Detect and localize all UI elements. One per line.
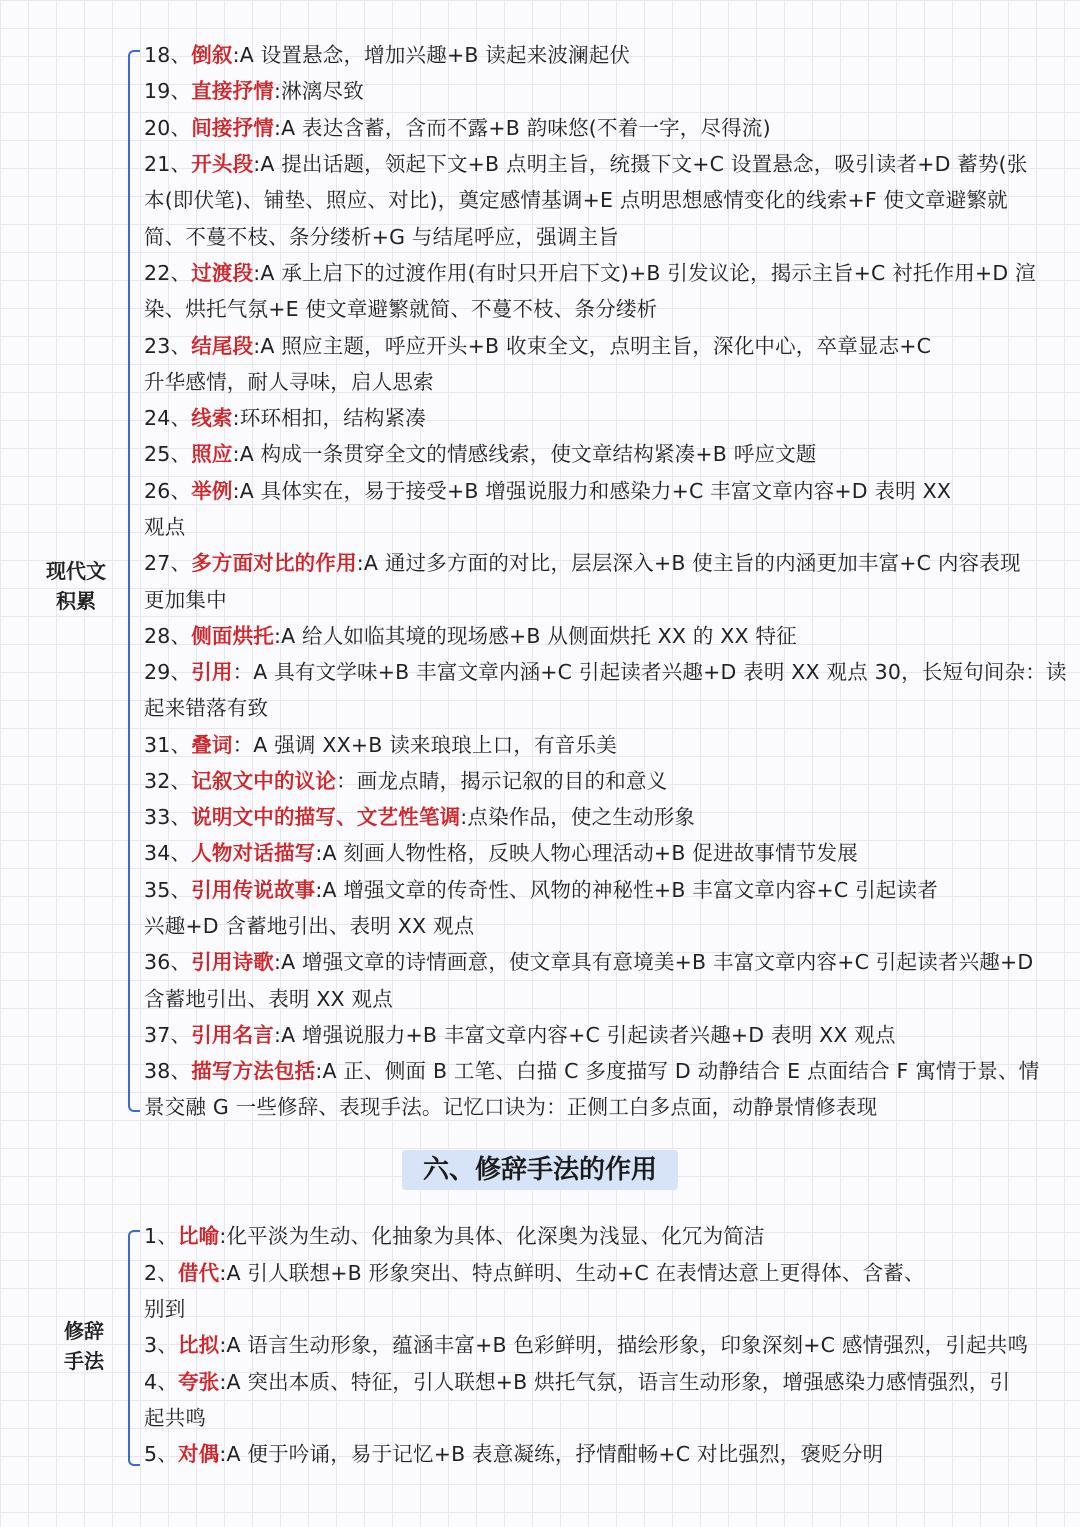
list-item xyxy=(144,1436,883,1472)
item-term: 开头段 xyxy=(191,152,254,176)
list-item xyxy=(144,328,931,364)
list-item xyxy=(144,473,951,509)
item-description: :A 突出本质、特征，引人联想+B 烘托气氛，语言生动形象，增强感染力感情强烈，引 xyxy=(219,1370,1011,1394)
item-term: 叠词 xyxy=(191,733,233,757)
item-description: :A 增强说服力+B 丰富文章内容+C 引起读者兴趣+D 表明 XX 观点 xyxy=(274,1023,896,1047)
section-title: 六、修辞手法的作用 xyxy=(402,1150,678,1190)
item-description: 含蓄地引出、表明 XX 观点 xyxy=(144,987,393,1011)
group-label-rhetoric xyxy=(44,1316,124,1376)
list-item xyxy=(144,1255,925,1291)
item-description: ：画龙点睛，揭示记叙的目的和意义 xyxy=(336,769,668,793)
list-item xyxy=(144,73,364,109)
item-term: 描写方法包括 xyxy=(191,1059,316,1083)
item-description: :A 承上启下的过渡作用(有时只开启下文)+B 引发议论，揭示主旨+C 衬托作用+D 渲 xyxy=(253,261,1036,285)
item-number: 5、 xyxy=(144,1442,178,1466)
group-bracket-modern xyxy=(128,50,140,1112)
item-number: 38、 xyxy=(144,1059,192,1083)
item-description: :点染作品，使之生动形象 xyxy=(460,805,696,829)
list-item-continued xyxy=(144,908,474,944)
item-term: 倒叙 xyxy=(191,43,233,67)
group-label-rhetoric-line1: 修辞 xyxy=(64,1319,104,1343)
item-number: 26、 xyxy=(144,479,192,503)
item-term: 多方面对比的作用 xyxy=(191,551,357,575)
item-description: :A 通过多方面的对比，层层深入+B 使主旨的内涵更加丰富+C 内容表现 xyxy=(356,551,1021,575)
item-number: 3、 xyxy=(144,1333,178,1357)
item-description: :A 构成一条贯穿全文的情感线索，使文章结构紧凑+B 呼应文题 xyxy=(232,442,817,466)
item-term: 说明文中的描写、文艺性笔调 xyxy=(191,805,461,829)
item-number: 20、 xyxy=(144,116,192,140)
item-description: :环环相扣，结构紧凑 xyxy=(232,406,426,430)
item-term: 线索 xyxy=(191,406,233,430)
item-description: :化平淡为生动、化抽象为具体、化深奥为浅显、化冗为简洁 xyxy=(219,1224,765,1248)
group-bracket-rhetoric xyxy=(128,1230,140,1466)
list-item xyxy=(144,400,426,436)
item-term: 结尾段 xyxy=(191,334,254,358)
list-item xyxy=(144,110,771,146)
item-description: :A 具体实在，易于接受+B 增强说服力和感染力+C 丰富文章内容+D 表明 XX xyxy=(232,479,952,503)
item-term: 间接抒情 xyxy=(191,116,274,140)
item-description: :A 照应主题，呼应开头+B 收束全文，点明主旨，深化中心，卒章显志+C xyxy=(253,334,932,358)
item-description: ：A 强调 XX+B 读来琅琅上口，有音乐美 xyxy=(232,733,617,757)
item-description: :A 增强文章的诗情画意，使文章具有意境美+B 丰富文章内容+C 引起读者兴趣+D xyxy=(274,950,1034,974)
item-term: 直接抒情 xyxy=(191,79,274,103)
list-item xyxy=(144,1218,765,1254)
item-term: 记叙文中的议论 xyxy=(191,769,337,793)
item-term: 夸张 xyxy=(177,1370,220,1394)
item-description: 兴趣+D 含蓄地引出、表明 XX 观点 xyxy=(144,914,475,938)
item-number: 21、 xyxy=(144,152,192,176)
item-term: 引用诗歌 xyxy=(191,950,274,974)
item-number: 28、 xyxy=(144,624,192,648)
list-item xyxy=(144,654,1067,690)
list-item xyxy=(144,1053,1039,1089)
item-number: 34、 xyxy=(144,841,192,865)
list-item-continued xyxy=(144,981,393,1017)
item-description: :淋漓尽致 xyxy=(274,79,364,103)
list-item-continued xyxy=(144,1089,877,1125)
item-description: :A 表达含蓄，含而不露+B 韵味悠(不着一字，尽得流) xyxy=(274,116,771,140)
group-label-modern-line1: 现代文 xyxy=(46,559,106,583)
item-description: :A 设置悬念，增加兴趣+B 读起来波澜起伏 xyxy=(232,43,631,67)
item-term: 人物对话描写 xyxy=(191,841,316,865)
group-label-rhetoric-line2: 手法 xyxy=(64,1349,104,1373)
list-item xyxy=(144,146,1028,182)
item-description: 景交融 G 一些修辞、表现手法。记忆口诀为：正侧工白多点面，动静景情修表现 xyxy=(144,1095,878,1119)
item-description: :A 语言生动形象，蕴涵丰富+B 色彩鲜明，描绘形象，印象深刻+C 感情强烈，引起共鸣 xyxy=(219,1333,1029,1357)
item-term: 引用 xyxy=(191,660,233,684)
item-term: 照应 xyxy=(191,442,233,466)
list-item-continued xyxy=(144,582,227,618)
list-item xyxy=(144,436,817,472)
item-term: 比喻 xyxy=(177,1224,220,1248)
list-item-continued xyxy=(144,690,268,726)
item-description: 起共鸣 xyxy=(144,1406,207,1430)
list-item xyxy=(144,944,1033,980)
item-number: 37、 xyxy=(144,1023,192,1047)
item-number: 33、 xyxy=(144,805,192,829)
item-term: 对偶 xyxy=(177,1442,220,1466)
item-description: 简、不蔓不枝、条分缕析+G 与结尾呼应，强调主旨 xyxy=(144,225,619,249)
list-item-continued xyxy=(144,364,434,400)
item-description: 起来错落有致 xyxy=(144,696,269,720)
item-term: 举例 xyxy=(191,479,233,503)
item-description: :A 刻画人物性格，反映人物心理活动+B 促进故事情节发展 xyxy=(315,841,858,865)
item-number: 36、 xyxy=(144,950,192,974)
list-item-continued xyxy=(144,182,1008,218)
item-number: 22、 xyxy=(144,261,192,285)
item-number: 19、 xyxy=(144,79,192,103)
item-number: 35、 xyxy=(144,878,192,902)
list-item-continued xyxy=(144,219,619,255)
item-description: :A 正、侧面 B 工笔、白描 C 多度描写 D 动静结合 E 点面结合 F 寓情于景、情 xyxy=(315,1059,1040,1083)
item-number: 32、 xyxy=(144,769,192,793)
list-item xyxy=(144,1327,1028,1363)
item-description: 染、烘托气氛+E 使文章避繁就简、不蔓不枝、条分缕析 xyxy=(144,297,658,321)
item-description: :A 提出话题，领起下文+B 点明主旨，统摄下文+C 设置悬念，吸引读者+D 蓄势(张 xyxy=(253,152,1028,176)
list-item-continued xyxy=(144,509,185,545)
group-label-modern xyxy=(36,556,116,616)
item-number: 29、 xyxy=(144,660,192,684)
list-item xyxy=(144,618,797,654)
item-number: 1、 xyxy=(144,1224,178,1248)
group-label-modern-line2: 积累 xyxy=(56,589,96,613)
item-description: 别到 xyxy=(144,1297,186,1321)
list-item xyxy=(144,727,617,763)
list-item xyxy=(144,763,667,799)
item-number: 4、 xyxy=(144,1370,178,1394)
item-term: 过渡段 xyxy=(191,261,254,285)
list-item-continued xyxy=(144,1400,206,1436)
list-item-continued xyxy=(144,291,657,327)
item-number: 31、 xyxy=(144,733,192,757)
item-term: 引用传说故事 xyxy=(191,878,316,902)
list-item xyxy=(144,37,630,73)
list-item xyxy=(144,1017,896,1053)
item-description: 更加集中 xyxy=(144,588,227,612)
item-number: 25、 xyxy=(144,442,192,466)
item-description: :A 便于吟诵，易于记忆+B 表意凝练，抒情酣畅+C 对比强烈，褒贬分明 xyxy=(219,1442,884,1466)
list-item xyxy=(144,255,1036,291)
item-number: 2、 xyxy=(144,1261,178,1285)
item-number: 18、 xyxy=(144,43,192,67)
item-term: 侧面烘托 xyxy=(191,624,274,648)
item-description: :A 增强文章的传奇性、风物的神秘性+B 丰富文章内容+C 引起读者 xyxy=(315,878,938,902)
list-item xyxy=(144,1364,1010,1400)
item-number: 23、 xyxy=(144,334,192,358)
item-term: 借代 xyxy=(177,1261,220,1285)
item-description: 本(即伏笔)、铺垫、照应、对比)，奠定感情基调+E 点明思想感情变化的线索+F 使文章避繁就 xyxy=(144,188,1008,212)
list-item xyxy=(144,545,1021,581)
item-term: 比拟 xyxy=(177,1333,220,1357)
item-term: 引用名言 xyxy=(191,1023,274,1047)
list-item xyxy=(144,835,858,871)
item-description: ：A 具有文学味+B 丰富文章内涵+C 引起读者兴趣+D 表明 XX 观点 30，长短句间杂：读 xyxy=(232,660,1067,684)
item-description: 观点 xyxy=(144,515,186,539)
item-description: 升华感情，耐人寻味，启人思索 xyxy=(144,370,434,394)
list-item-continued xyxy=(144,1291,185,1327)
item-description: :A 引人联想+B 形象突出、特点鲜明、生动+C 在表情达意上更得体、含蓄、 xyxy=(219,1261,925,1285)
item-number: 24、 xyxy=(144,406,192,430)
list-item xyxy=(144,799,695,835)
item-description: :A 给人如临其境的现场感+B 从侧面烘托 XX 的 XX 特征 xyxy=(274,624,797,648)
list-item xyxy=(144,872,938,908)
item-number: 27、 xyxy=(144,551,192,575)
